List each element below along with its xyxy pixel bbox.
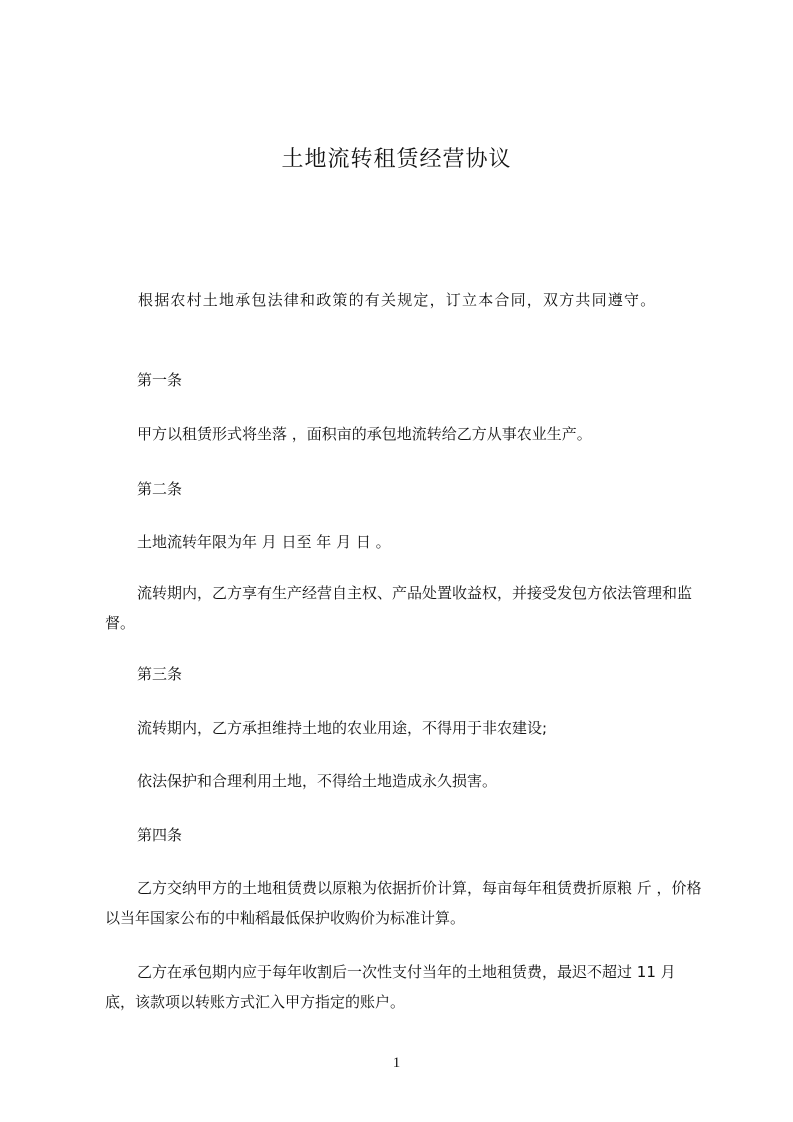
article-3-heading: 第三条 (137, 665, 183, 683)
article-1-heading: 第一条 (137, 371, 183, 389)
document-title: 土地流转租赁经营协议 (281, 147, 512, 172)
preamble: 根据农村土地承包法律和政策的有关规定，订立本合同，双方共同遵守。 (138, 291, 657, 309)
article-4-heading: 第四条 (137, 826, 183, 844)
article-2-paragraph-1: 土地流转年限为年 月 日至 年 月 日 。 (137, 533, 391, 551)
article-3-paragraph-2: 依法保护和合理利用土地，不得给土地造成永久损害。 (137, 772, 498, 790)
article-2-paragraph-2: 流转期内，乙方享有生产经营自主权、产品处置收益权，并接受发包方依法管理和监督。 (105, 584, 693, 632)
article-2-heading: 第二条 (137, 480, 183, 498)
article-1-paragraph-1: 甲方以租赁形式将坐落 ，面积亩的承包地流转给乙方从事农业生产。 (137, 425, 592, 443)
article-4-paragraph-1: 乙方交纳甲方的土地租赁费以原粮为依据折价计算，每亩每年租赁费折原粮 斤 ，价格以当年国家公布的中籼稻最低保护收购价为标准计算。 (105, 879, 702, 927)
article-4-paragraph-2: 乙方在承包期内应于每年收割后一次性支付当年的土地租赁费，最迟不超过 11 月底，该款项以转账方式汇入甲方指定的账户。 (105, 963, 676, 1011)
page-number: 1 (392, 1055, 401, 1071)
article-3-paragraph-1: 流转期内，乙方承担维持土地的农业用途，不得用于非农建设; (137, 719, 548, 737)
